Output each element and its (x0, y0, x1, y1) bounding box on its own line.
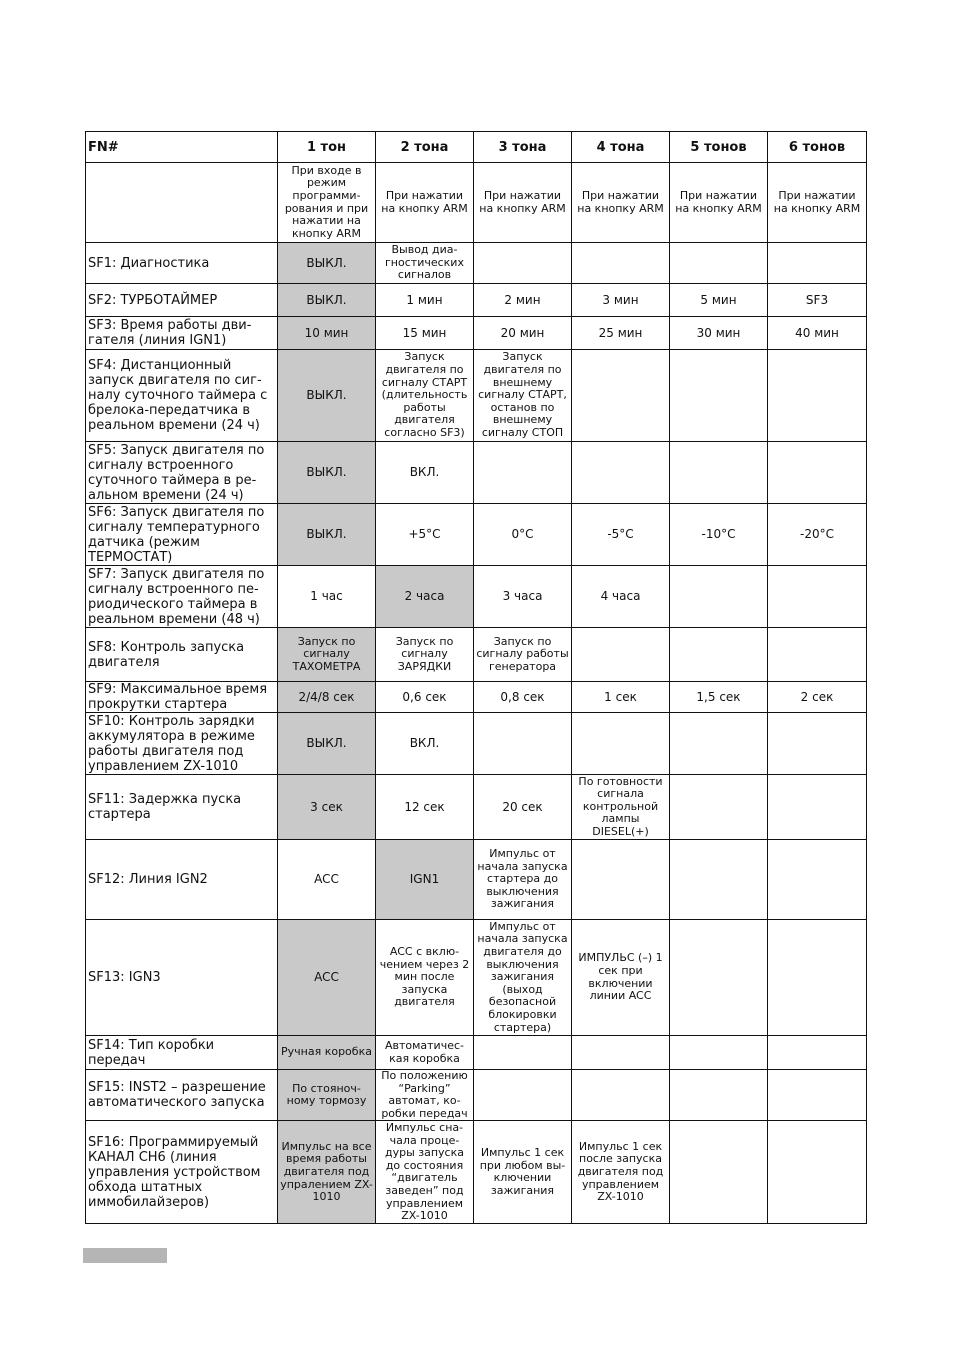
table-row (86, 920, 867, 1036)
table-cell (768, 566, 867, 628)
table-cell (572, 628, 670, 682)
table-row (86, 566, 867, 628)
table-cell: ACC (278, 920, 376, 1036)
table-cell (572, 1070, 670, 1121)
table-row (86, 1036, 867, 1070)
row-label: SF2: ТУРБОТАЙМЕР (86, 284, 278, 317)
header-fn: FN# (86, 132, 278, 163)
table-cell (768, 775, 867, 840)
table-cell: 2 часа (376, 566, 474, 628)
table-cell: 1,5 сек (670, 682, 768, 713)
table-cell: 1 час (278, 566, 376, 628)
table-cell (572, 243, 670, 284)
table-cell (572, 350, 670, 442)
row-label: SF4: Дистанционный запуск двигателя по сигналу суточного таймера с брелока-передатчика в реальном времени (24 ч) (86, 350, 278, 442)
table-cell: При нажатии на кнопку ARM (376, 163, 474, 243)
table-cell: ВЫКЛ. (278, 713, 376, 775)
table-cell: ВЫКЛ. (278, 504, 376, 566)
table-row (86, 163, 867, 243)
table-cell: Вывод диагностических сигналов (376, 243, 474, 284)
table-cell: 3 мин (572, 284, 670, 317)
table-cell: 25 мин (572, 317, 670, 350)
table-cell: ВКЛ. (376, 442, 474, 504)
table-cell: Импульс 1 сек после запуска двигателя под управлением ZX-1010 (572, 1121, 670, 1224)
table-cell: 30 мин (670, 317, 768, 350)
table-cell: 0,8 сек (474, 682, 572, 713)
table-cell (572, 1036, 670, 1070)
table-row (86, 317, 867, 350)
table-cell (670, 840, 768, 920)
row-label: SF3: Время работы двигателя (линия IGN1) (86, 317, 278, 350)
table-cell: При входе в режим программирования и при нажатии на кнопку ARM (278, 163, 376, 243)
table-cell (768, 713, 867, 775)
table-cell: 2/4/8 сек (278, 682, 376, 713)
table-cell: 2 мин (474, 284, 572, 317)
table-cell: Запуск двигателя по сигналу СТАРТ (длительность работы двигателя согласно SF3) (376, 350, 474, 442)
table-row (86, 713, 867, 775)
table-row (86, 775, 867, 840)
table-row (86, 350, 867, 442)
table-cell: 5 мин (670, 284, 768, 317)
table-row (86, 442, 867, 504)
table-cell (768, 1121, 867, 1224)
table-cell (670, 628, 768, 682)
table-cell: По положению “Parking” автомат, коробки передач (376, 1070, 474, 1121)
table-cell (670, 350, 768, 442)
table-cell (670, 442, 768, 504)
table-row (86, 504, 867, 566)
table-cell: 20 сек (474, 775, 572, 840)
table-cell: -10°C (670, 504, 768, 566)
table-cell (768, 628, 867, 682)
table-cell (670, 243, 768, 284)
table-cell: При нажатии на кнопку ARM (670, 163, 768, 243)
row-label: SF13: IGN3 (86, 920, 278, 1036)
row-label: SF10: Контроль зарядки аккумулятора в режиме работы двигателя под управлением ZX-1010 (86, 713, 278, 775)
table-cell: ИМПУЛЬС (–) 1 сек при включении линии ACC (572, 920, 670, 1036)
table-cell: Запуск по сигналу работы генератора (474, 628, 572, 682)
table-cell: ВЫКЛ. (278, 350, 376, 442)
table-cell: -5°C (572, 504, 670, 566)
table-cell (768, 1070, 867, 1121)
table-row (86, 682, 867, 713)
table-cell (768, 442, 867, 504)
table-cell (670, 1036, 768, 1070)
row-label: SF6: Запуск двигателя по сигналу температурного датчика (режим ТЕРМОСТАТ) (86, 504, 278, 566)
table-cell (768, 920, 867, 1036)
table-cell: 0°C (474, 504, 572, 566)
table-cell: -20°C (768, 504, 867, 566)
table-cell: ВЫКЛ. (278, 284, 376, 317)
table-cell: По готовности сигнала контрольной лампы DIESEL(+) (572, 775, 670, 840)
table-cell (670, 566, 768, 628)
table-cell: ВЫКЛ. (278, 442, 376, 504)
table-cell: Импульс на все время работы двигателя под упралением ZX-1010 (278, 1121, 376, 1224)
table-row (86, 840, 867, 920)
table-cell: 12 сек (376, 775, 474, 840)
table-cell (670, 1070, 768, 1121)
table-cell: Запуск двигателя по внешнему сигналу СТАРТ, останов по внешнему сигналу СТОП (474, 350, 572, 442)
table-cell (474, 1036, 572, 1070)
row-label: SF9: Максимальное время прокрутки стартера (86, 682, 278, 713)
table-cell: 1 мин (376, 284, 474, 317)
header-tone-4: 4 тона (572, 132, 670, 163)
row-label: SF14: Тип коробки передач (86, 1036, 278, 1070)
table-cell (670, 713, 768, 775)
table-cell: +5°C (376, 504, 474, 566)
row-label: SF5: Запуск двигателя по сигналу встроенного суточного таймера в реальном времени (24 ч) (86, 442, 278, 504)
table-cell: 1 сек (572, 682, 670, 713)
table-cell: При нажатии на кнопку ARM (572, 163, 670, 243)
row-label: SF1: Диагностика (86, 243, 278, 284)
table-cell (768, 243, 867, 284)
table-row (86, 243, 867, 284)
row-label: SF11: Задержка пуска стартера (86, 775, 278, 840)
table-cell (572, 713, 670, 775)
table-cell: 2 сек (768, 682, 867, 713)
table-cell (670, 1121, 768, 1224)
table-cell (670, 920, 768, 1036)
table-cell (474, 243, 572, 284)
table-cell: 15 мин (376, 317, 474, 350)
table-cell: ВКЛ. (376, 713, 474, 775)
table-cell (474, 1070, 572, 1121)
table-cell: Автоматическая коробка (376, 1036, 474, 1070)
table-cell: ACC (278, 840, 376, 920)
table-cell: Ручная коробка (278, 1036, 376, 1070)
row-label: SF16: Программируемый КАНАЛ CH6 (линия управления устройством обхода штатных иммобилайзеров) (86, 1121, 278, 1224)
function-settings-table (85, 131, 867, 1224)
table-row (86, 1070, 867, 1121)
row-label: SF7: Запуск двигателя по сигналу встроенного периодического таймера в реальном времени (48 ч) (86, 566, 278, 628)
table-cell: 4 часа (572, 566, 670, 628)
row-label: SF8: Контроль запуска двигателя (86, 628, 278, 682)
table-cell: 10 мин (278, 317, 376, 350)
table-cell: Запуск по сигналу ТАХОМЕТРА (278, 628, 376, 682)
table-cell: 3 часа (474, 566, 572, 628)
table-cell (768, 840, 867, 920)
table-cell: Импульс от начала запуска двигателя до выключения зажигания (выход безопасной блокировки стартера) (474, 920, 572, 1036)
table-cell: 0,6 сек (376, 682, 474, 713)
row-label: SF12: Линия IGN2 (86, 840, 278, 920)
table-cell: 3 сек (278, 775, 376, 840)
page-footer-bar (83, 1248, 167, 1263)
table-cell: При нажатии на кнопку ARM (474, 163, 572, 243)
row-label: SF15: INST2 – разрешение автоматического запуска (86, 1070, 278, 1121)
table-cell (572, 840, 670, 920)
header-tone-1: 1 тон (278, 132, 376, 163)
header-tone-6: 6 тонов (768, 132, 867, 163)
table-cell: SF3 (768, 284, 867, 317)
table-cell: 20 мин (474, 317, 572, 350)
header-row (86, 132, 867, 163)
header-tone-5: 5 тонов (670, 132, 768, 163)
table-cell: По стояночному тормозу (278, 1070, 376, 1121)
table-cell (670, 775, 768, 840)
table-row (86, 284, 867, 317)
table-cell: IGN1 (376, 840, 474, 920)
table-cell (474, 442, 572, 504)
header-tone-2: 2 тона (376, 132, 474, 163)
table-cell: При нажатии на кнопку ARM (768, 163, 867, 243)
table-cell: Импульс от начала запуска стартера до выключения зажигания (474, 840, 572, 920)
row-label (86, 163, 278, 243)
table-row (86, 628, 867, 682)
header-tone-3: 3 тона (474, 132, 572, 163)
table-cell: Запуск по сигналу ЗАРЯДКИ (376, 628, 474, 682)
table-row (86, 1121, 867, 1224)
table-cell (768, 350, 867, 442)
table-cell: ACC с включением через 2 мин после запуска двигателя (376, 920, 474, 1036)
table-cell: ВЫКЛ. (278, 243, 376, 284)
table-cell: Импульс сначала процедуры запуска до состояния “двигатель заведен” под управлением ZX-1010 (376, 1121, 474, 1224)
table-cell (572, 442, 670, 504)
table-cell: 40 мин (768, 317, 867, 350)
table-cell: Импульс 1 сек при любом выключении зажигания (474, 1121, 572, 1224)
table-cell (474, 713, 572, 775)
table-cell (768, 1036, 867, 1070)
